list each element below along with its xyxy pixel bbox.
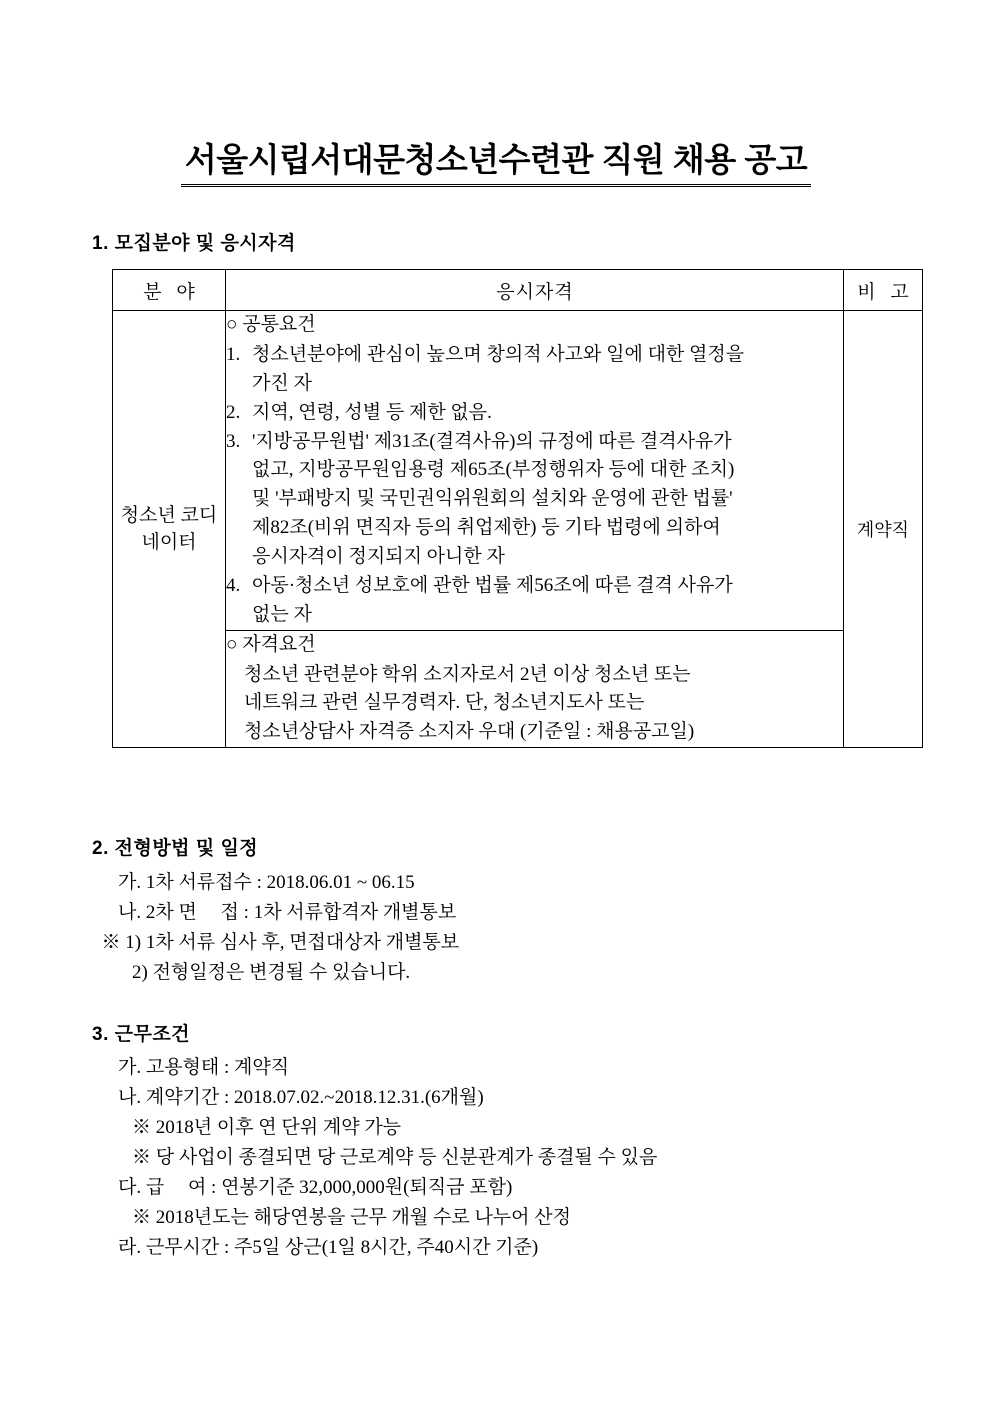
common-requirement-item (226, 572, 843, 630)
text-line: 없고, 지방공무원임용령 제65조(부정행위자 등에 대한 조치) (252, 459, 735, 481)
qualification-requirements-list (226, 661, 843, 748)
section-2-heading: 2. 전형방법 및 일정 (92, 838, 259, 859)
text-line: 가진 자 (252, 372, 312, 394)
text-line: '지방공무원법' 제31조(결격사유)의 규정에 따른 결격사유가 (252, 430, 732, 452)
document-title-container (0, 118, 992, 209)
text-line: 응시자격이 정지되지 아니한 자 (252, 546, 505, 567)
text-line: 가. 1차 서류접수 : 2018.06.01 ~ 06.15 (118, 872, 415, 893)
text-line: 제82조(비위 면직자 등의 취업제한) 등 기타 법령에 의하여 (252, 517, 721, 539)
common-requirement-item (226, 341, 843, 399)
section-3-heading: 3. 근무조건 (92, 1024, 191, 1045)
text-line: 아동·청소년 성보호에 관한 법률 제56조에 따른 결격 사유가 (252, 574, 733, 596)
recruitment-table-container (112, 269, 922, 748)
text-line: 라. 근무시간 : 주5일 상근(1일 8시간, 주40시간 기준) (118, 1237, 539, 1259)
cell-note: 계약직 (844, 311, 923, 748)
section-3-body (92, 1053, 657, 1263)
text-line: 청소년분야에 관심이 높으며 창의적 사고와 일에 대한 열정을 (252, 343, 745, 365)
table-body (113, 311, 923, 748)
cell-qualification-requirements (226, 630, 844, 748)
text-line: 없는 자 (252, 603, 312, 625)
text-line: 지역, 연령, 성별 등 제한 없음. (252, 401, 492, 423)
text-line: 나. 계약기간 : 2018.07.02.~2018.12.31.(6개월) (118, 1087, 484, 1109)
common-requirements-bullet: ○ 공통요건 (226, 314, 316, 335)
recruitment-table (112, 269, 923, 748)
table-header-row (113, 270, 923, 311)
section-1-heading: 1. 모집분야 및 응시자격 (92, 233, 296, 254)
common-requirements-list (226, 341, 843, 630)
table-row (113, 311, 923, 631)
list-item-text (252, 341, 843, 399)
list-item-text (252, 572, 843, 630)
common-requirement-item (226, 399, 843, 428)
cell-common-requirements (226, 311, 844, 631)
text-line: 네트워크 관련 실무경력자. 단, 청소년지도사 또는 (244, 692, 645, 714)
text-line: 다. 급 여 : 연봉기준 32,000,000원(퇴직금 포함) (118, 1177, 513, 1199)
column-header-field: 분 야 (113, 270, 226, 311)
text-line: 청소년 관련분야 학위 소지자로서 2년 이상 청소년 또는 (244, 663, 691, 685)
section-2-body (92, 868, 459, 988)
text-line: 가. 고용형태 : 계약직 (118, 1057, 290, 1078)
list-marker: 2. (226, 401, 241, 423)
column-header-note: 비 고 (844, 270, 923, 311)
cell-field-name: 청소년 코디네이터 (113, 311, 226, 748)
text-line: ※ 2018년도는 해당연봉을 근무 개월 수로 나누어 산정 (132, 1207, 571, 1229)
text-line: ※ 당 사업이 종결되면 당 근로계약 등 신분관계가 종결될 수 있음 (132, 1147, 658, 1169)
text-line: ※ 2018년 이후 연 단위 계약 가능 (132, 1117, 402, 1139)
table-header (113, 270, 923, 311)
text-line: 청소년상담사 자격증 소지자 우대 (기준일 : 채용공고일) (244, 721, 695, 743)
column-header-qualification: 응시자격 (226, 270, 844, 311)
list-item-text (252, 399, 843, 428)
text-line: 및 '부패방지 및 국민권익위원회의 설치와 운영에 관한 법률' (252, 488, 733, 510)
text-line: 나. 2차 면 접 : 1차 서류합격자 개별통보 (118, 902, 457, 924)
list-item-text (252, 428, 843, 572)
text-line: 2) 전형일정은 변경될 수 있습니다. (132, 962, 411, 984)
text-line: ※ 1) 1차 서류 심사 후, 면접대상자 개별통보 (92, 932, 460, 954)
list-marker: 1. (226, 343, 241, 365)
list-marker: 4. (226, 574, 241, 596)
common-requirement-item (226, 428, 843, 572)
page-title: 서울시립서대문청소년수련관 직원 채용 공고 (181, 140, 811, 187)
table-row (113, 630, 923, 748)
qualification-requirements-bullet: ○ 자격요건 (226, 633, 316, 655)
list-marker: 3. (226, 430, 241, 452)
